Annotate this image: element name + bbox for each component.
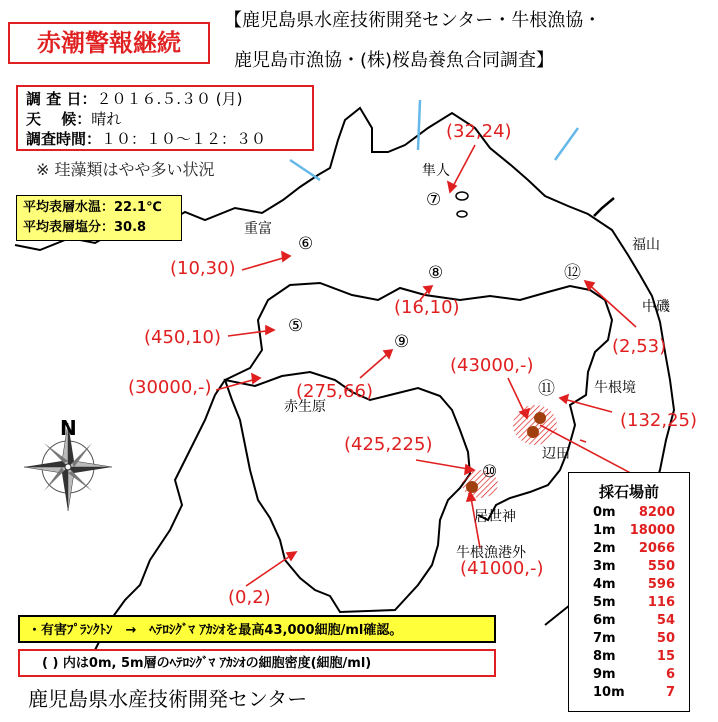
quarry-row: 5m 116 <box>593 595 675 610</box>
bloom-dot-2 <box>527 426 539 438</box>
island-b <box>457 211 467 217</box>
density-legend: ( ) 内は0m, 5m層のﾍﾃﾛｼｸﾞﾏ ｱｶｼｵの細胞密度(細胞/ml) <box>18 649 496 677</box>
arrow-st12 <box>585 281 636 327</box>
island-a <box>456 192 468 200</box>
survey-info-box <box>16 85 314 151</box>
survey-weather: 天 候：晴れ <box>26 110 122 128</box>
bloom-dot-3 <box>466 481 478 493</box>
river-kokubu <box>555 128 578 160</box>
place-hayato: 隼人 <box>422 163 450 179</box>
org-line-2: 鹿児島市漁協・(株)桜島養魚合同調査】 <box>234 50 555 71</box>
station-5: ⑤ <box>288 316 304 336</box>
arrowhead-st8 <box>424 286 432 293</box>
density-st2: (0,2) <box>228 587 271 608</box>
density-30000: (30000,-) <box>128 377 212 398</box>
river-hayato <box>418 100 420 150</box>
quarry-depth-table <box>568 472 690 712</box>
station-7: ⑦ <box>426 190 442 210</box>
station-12: ⑫ <box>564 263 581 283</box>
density-st10: (425,225) <box>344 434 433 455</box>
density-st9: (275,66) <box>296 381 374 402</box>
quarry-row: 6m 54 <box>593 613 675 628</box>
quarry-row: 8m 15 <box>593 649 675 664</box>
station-11: ⑪ <box>538 379 555 399</box>
diatom-note: ※ 珪藻類はやや多い状況 <box>36 160 215 179</box>
alert-title: 赤潮警報継続 <box>8 22 210 64</box>
place-isegami: 居世神 <box>474 509 516 525</box>
quarry-row: 3m 550 <box>593 559 675 574</box>
survey-date: 調 査 日：２０１６.５.３０ (月) <box>26 90 243 108</box>
density-st8: (16,10) <box>394 297 460 318</box>
bloom-dot-1 <box>534 412 546 424</box>
place-akamizuhara: 赤生原 <box>284 399 326 415</box>
river-aira <box>290 160 320 180</box>
place-ushine-port: 牛根漁港外 <box>456 545 526 561</box>
place-shigetomi: 重富 <box>244 221 272 237</box>
density-41000: (41000,-) <box>460 558 544 579</box>
left-coastline <box>90 560 150 660</box>
water-quality-box <box>16 195 182 241</box>
station-10: ⑩ <box>482 462 498 482</box>
arrowhead-st6 <box>282 252 290 261</box>
cape-line <box>594 198 614 216</box>
density-43000: (43000,-) <box>450 355 534 376</box>
arrowhead-st5 <box>266 326 274 334</box>
quarry-row: 9m 6 <box>593 667 675 682</box>
harmful-plankton-notice: ・有害ﾌﾟﾗﾝｸﾄﾝ → ﾍﾃﾛｼｸﾞﾏ ｱｶｼｵを最高43,000細胞/ml確認。 <box>18 615 496 643</box>
arrowhead-30000 <box>252 374 260 383</box>
arrowhead-st2 <box>287 552 296 560</box>
density-st7: (32,24) <box>446 121 512 142</box>
place-ushinezakai: 牛根境 <box>594 380 636 396</box>
bloom-hatch-henda <box>513 405 557 445</box>
compass-north-label: N <box>60 416 77 440</box>
arrow-st11 <box>560 398 612 412</box>
quarry-row: 0m 8200 <box>593 505 675 520</box>
station-9: ⑨ <box>394 332 410 352</box>
water-temp: 平均表層水温：22.1℃ <box>23 200 162 215</box>
density-st11: (132,25) <box>620 410 698 431</box>
arrow-henda <box>580 440 586 442</box>
density-st6: (10,30) <box>170 258 236 279</box>
quarry-row: 2m 2066 <box>593 541 675 556</box>
station-8: ⑧ <box>428 263 444 283</box>
density-st12: (2,53) <box>612 336 667 357</box>
density-st5: (450,10) <box>144 327 222 348</box>
station-6: ⑥ <box>298 234 314 254</box>
quarry-row: 10m 7 <box>593 685 675 700</box>
quarry-row: 1m 18000 <box>593 523 675 538</box>
water-salinity: 平均表層塩分：30.8 <box>23 220 147 235</box>
org-line-1: 【鹿児島県水産技術開発センター・牛根漁協・ <box>224 10 602 31</box>
footer-center-name: 鹿児島県水産技術開発センター <box>28 687 308 711</box>
place-nakaiso: 中磯 <box>642 299 670 315</box>
arrowhead-st11 <box>560 395 568 403</box>
place-fukuyama: 福山 <box>632 237 660 253</box>
quarry-title: 採石場前 <box>598 483 659 501</box>
survey-time: 調査時間：１０：１０～１２：３０ <box>26 130 267 148</box>
quarry-row: 7m 50 <box>593 631 675 646</box>
place-henda: 辺田 <box>542 446 570 462</box>
quarry-row: 4m 596 <box>593 577 675 592</box>
